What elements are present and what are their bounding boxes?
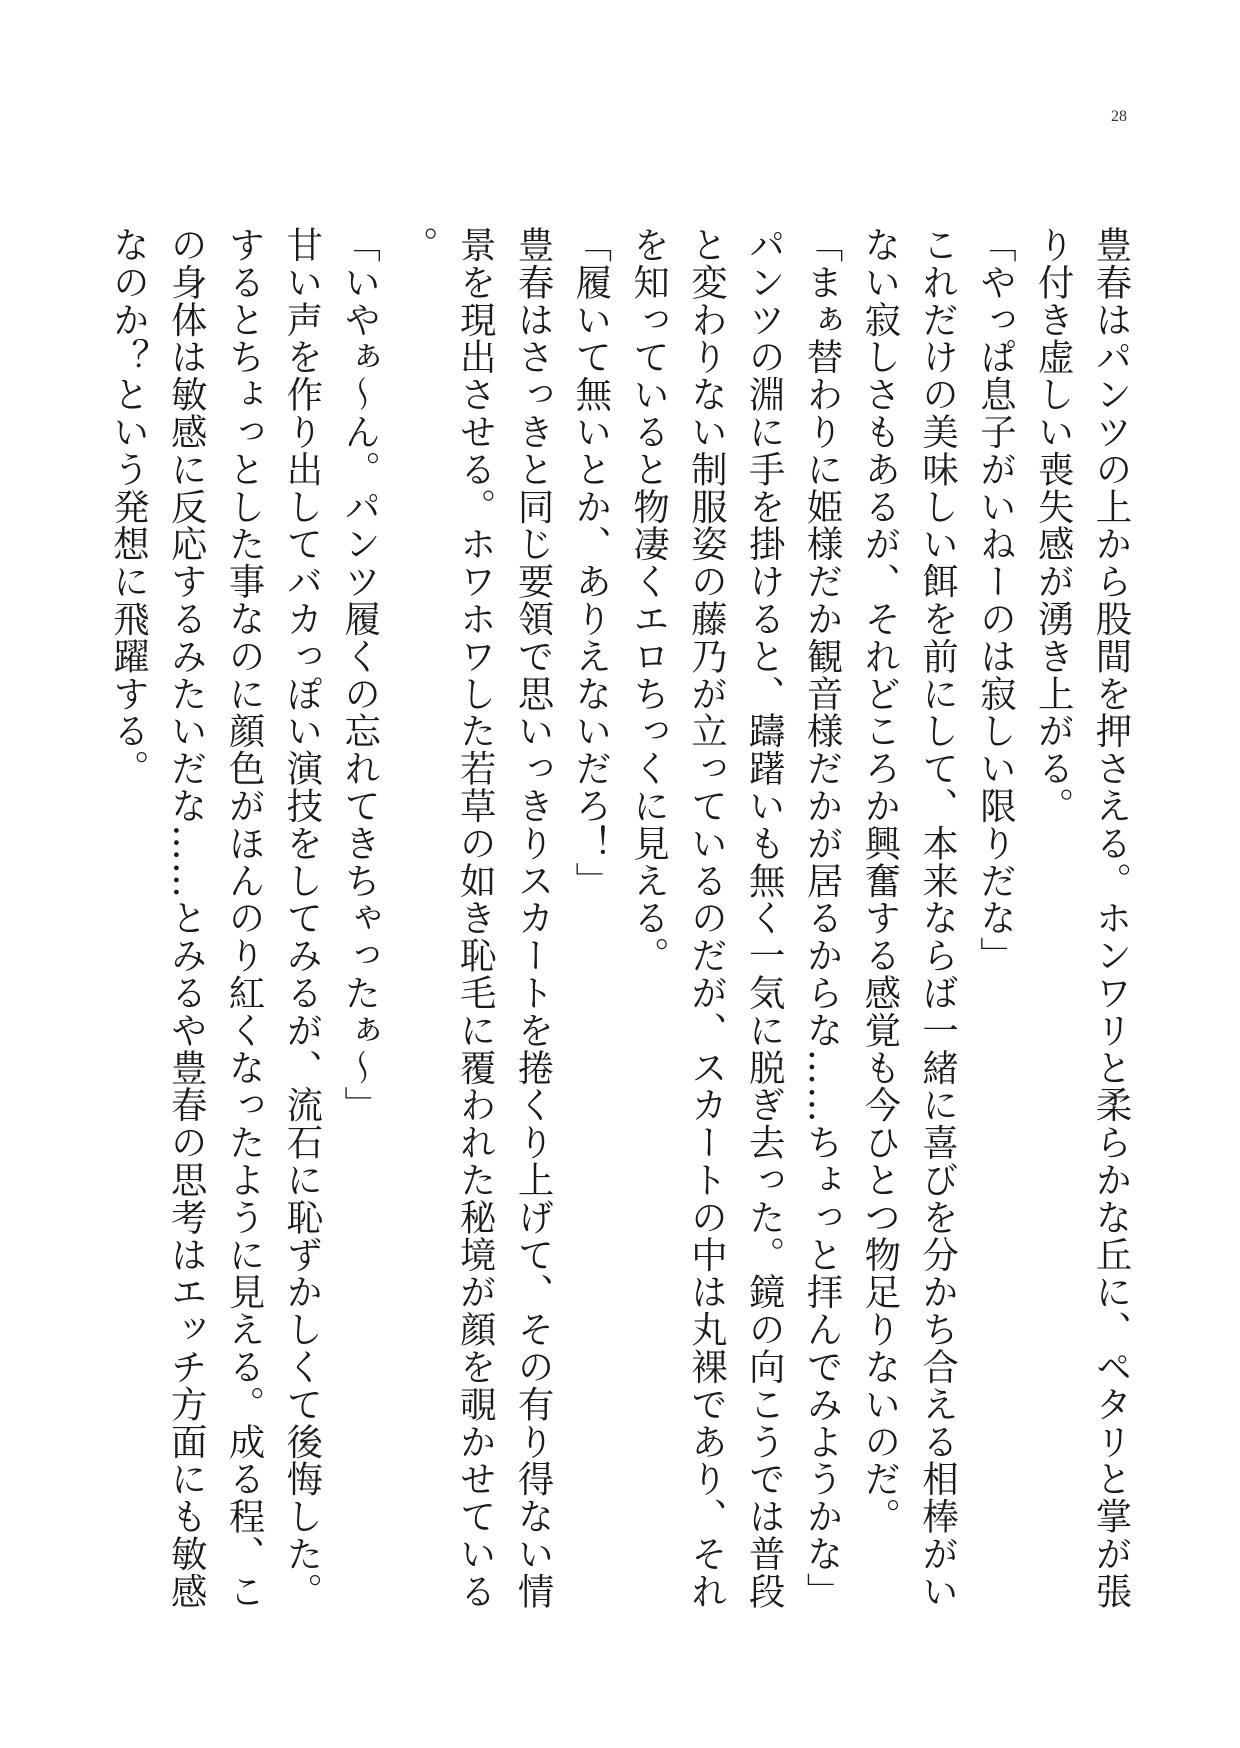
paragraph-5: パンツの淵に手を掛けると、躊躇いも無く一気に脱ぎ去った。鏡の向こうでは普段と変わりない制服姿の藤乃が立っているのだが、スカートの中は丸裸であり、それを知っていると物凄くエロちっくに見える。: [627, 226, 787, 1610]
body-text: [107, 226, 1140, 1646]
paragraph-3: これだけの美味しい餌を前にして、本来ならば一緒に喜びを分かち合える相棒がいない寂しさもあるが、それどころか興奮する感覚も今ひとつ物足りないのだ。: [858, 226, 960, 1610]
paragraph-1: 豊春はパンツの上から股間を押さえる。ホンワリと柔らかな丘に、ペタリと掌が張り付き虚しい喪失感が湧き上がる。: [1032, 226, 1133, 1610]
paragraph-9: 甘い声を作り出してバカっぽい演技をしてみるが、流石に恥ずかしくて後悔した。するとちょっとした事なのに顔色がほんのり紅くなったように見える。成る程、この身体は敏感に反応するみたいだな……とみるや豊春の思考はエッチ方面にも敏感なのか？という発想に飛躍する。: [107, 226, 324, 1610]
paragraph-7: 豊春はさっきと同じ要領で思いっきりスカートを捲くり上げて、その有り得ない情景を現出させる。ホワホワした若草の如き恥毛に覆われた秘境が顔を覗かせている。: [396, 226, 556, 1610]
paragraph-2: 「やっぱ息子がいねーのは寂しい限りだな」: [974, 226, 1018, 974]
paragraph-4: 「まぁ替わりに姫様だか観音様だかが居るからな……ちょっと拝んでみようかな」: [801, 226, 845, 1610]
page-number: 28: [1111, 108, 1127, 125]
paragraph-6: 「履いて無いとか、ありえないだろ！」: [569, 226, 613, 900]
paragraph-8: 「いやぁ～ん。パンツ履くの忘れてきちゃったぁ～」: [338, 226, 382, 1124]
